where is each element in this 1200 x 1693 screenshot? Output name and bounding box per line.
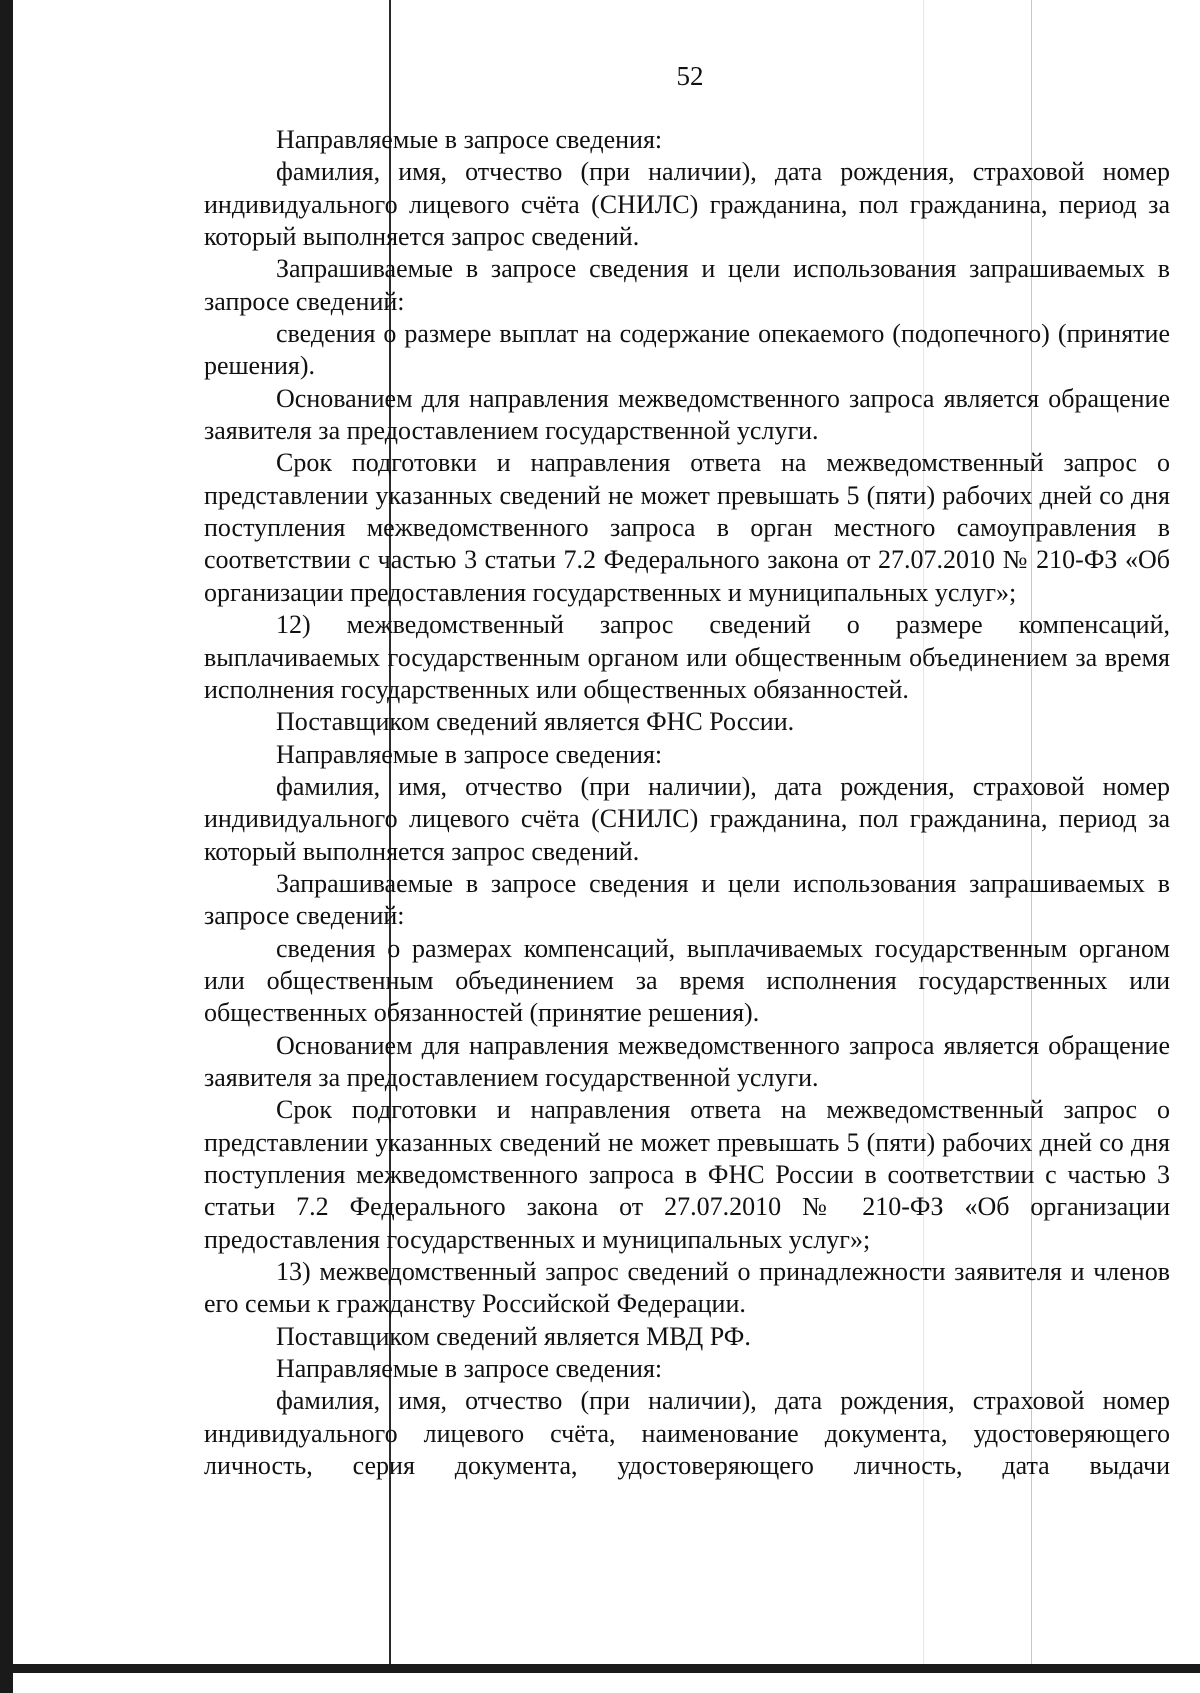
paragraph: 13) межведомственный запрос сведений о принадлежности заявителя и членов его семьи к гражданству Российской Федерации.: [204, 1257, 1170, 1319]
document-body: [204, 124, 1170, 1482]
page-number: 52: [676, 61, 704, 91]
paragraph: Поставщиком сведений является МВД РФ.: [276, 1321, 751, 1351]
scan-border-bottom: [0, 1664, 1200, 1673]
paragraph: Направляемые в запросе сведения:: [276, 125, 663, 154]
paragraph: сведения о размерах компенсаций, выплачиваемых государственным органом или общественным объединением за время исполнения государственных или общественных обязанностей (принятие решения).: [204, 933, 1170, 1028]
paragraph: Направляемые в запросе сведения:: [276, 1354, 663, 1384]
paragraph: Направляемые в запросе сведения:: [276, 739, 663, 769]
scan-border-left: [0, 0, 13, 1693]
paragraph: фамилия, имя, отчество (при наличии), дата рождения, страховой номер индивидуального лицевого счёта (СНИЛС) гражданина, пол гражданина, период за который выполняется запрос сведений.: [204, 157, 1170, 252]
paragraph: 12) межведомственный запрос сведений о размере компенсаций, выплачиваемых государственным органом или общественным объединением за время исполнения государственных или общественных обязанностей.: [204, 610, 1170, 704]
paragraph: Срок подготовки и направления ответа на межведомственный запрос о представлении указанных сведений не может превышать 5 (пяти) рабочих дней со дня поступления межведомственного запроса в ФНС России в соответствии с частью 3 статьи 7.2 Федерального закона от 27.07.2010 № 210-ФЗ «Об организации предоставления государственных и муниципальных услуг»;: [204, 1095, 1170, 1254]
paragraph: Срок подготовки и направления ответа на межведомственный запрос о представлении указанных сведений не может превышать 5 (пяти) рабочих дней со дня поступления межведомственного запроса в орган местного самоуправления в соответствии с частью 3 статьи 7.2 Федерального закона от 27.07.2010 № 210-ФЗ «Об организации предоставления государственных и муниципальных услуг»;: [204, 448, 1170, 607]
paragraph: Поставщиком сведений является ФНС России.: [276, 707, 795, 737]
paragraph: сведения о размере выплат на содержание опекаемого (подопечного) (принятие решения).: [204, 319, 1170, 381]
paragraph: фамилия, имя, отчество (при наличии), дата рождения, страховой номер индивидуального лицевого счёта (СНИЛС) гражданина, пол гражданина, период за который выполняется запрос сведений.: [204, 771, 1170, 866]
paragraph: Основанием для направления межведомственного запроса является обращение заявителя за предоставлением государственной услуги.: [204, 1030, 1170, 1092]
paragraph: Запрашиваемые в запросе сведения и цели использования запрашиваемых в запросе сведений:: [204, 254, 1170, 316]
paragraph: Запрашиваемые в запросе сведения и цели использования запрашиваемых в запросе сведений:: [204, 868, 1170, 931]
paragraph: фамилия, имя, отчество (при наличии), дата рождения, страховой номер индивидуального лицевого счёта, наименование документа, удостоверяющего личность, серия документа, удостоверяющего личность, дата выдачи: [204, 1386, 1170, 1481]
paragraph: Основанием для направления межведомственного запроса является обращение заявителя за предоставлением государственной услуги.: [204, 383, 1170, 446]
